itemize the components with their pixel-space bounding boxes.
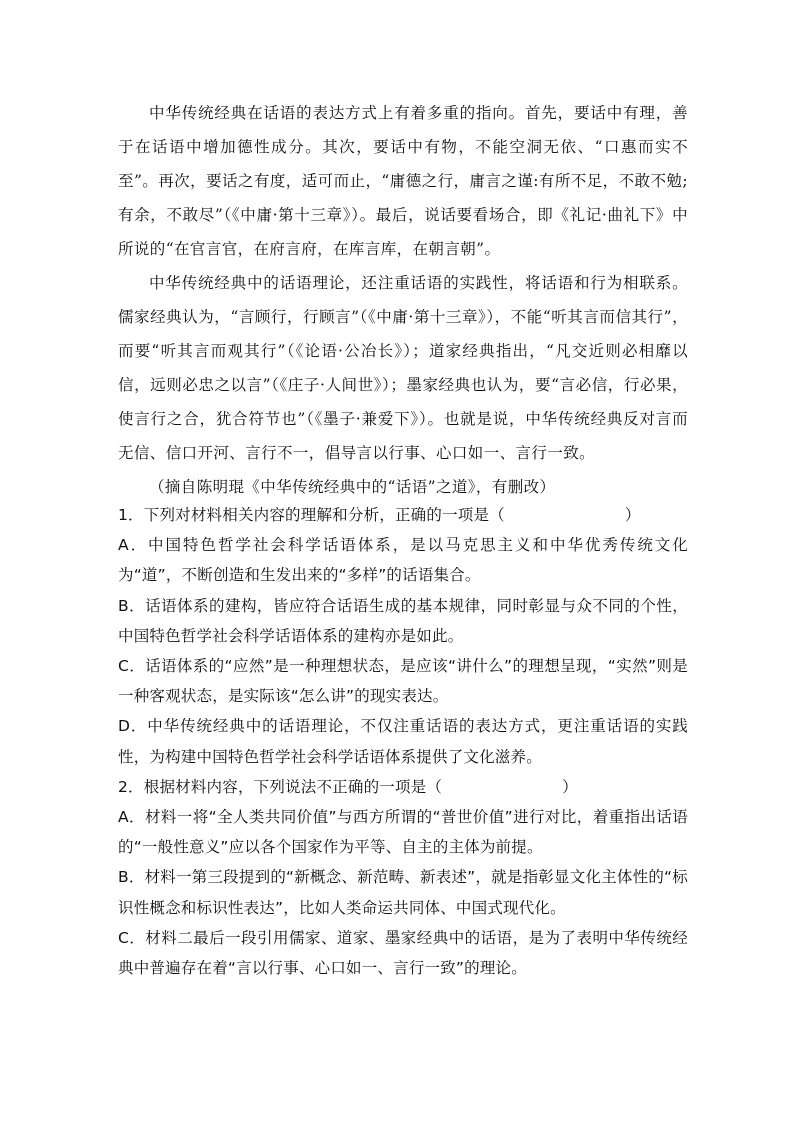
option-d: D．中华传统经典中的话语理论，不仅注重话语的表达方式，更注重话语的实践性，为构建中国特色哲学社会科学话语体系提供了文化滋养。 — [118, 717, 688, 766]
option-b: B．话语体系的建构，皆应符合话语生成的基本规律，同时彰显与众不同的个性，中国特色哲学社会科学话语体系的建构亦是如此。 — [118, 596, 688, 645]
question-stem-close: ） — [562, 777, 578, 796]
question-stem — [118, 772, 688, 802]
passage-paragraph-1: 中华传统经典在话语的表达方式上有着多重的指向。首先，要话中有理，善于在话语中增加德性成分。其次，要话中有物，不能空洞无依、“口惠而实不至”。再次，要话之有度，适可而止，“庸德之行，庸言之谨:有所不足，不敢不勉;有余，不敢尽”（《中庸·第十三章》）。最后，说话要看场合，即《礼记·曲礼下》中所说的“在官言官，在府言府，在库言库，在朝言朝”。 — [118, 104, 688, 258]
option-b: B．材料一第三段提到的“新概念、新范畴、新表述”，就是指彰显文化主体性的“标识性概念和标识性表达”，比如人类命运共同体、中国式现代化。 — [118, 868, 688, 917]
question-stem-close: ） — [624, 506, 641, 524]
passage-source: （摘自陈明琨《中华传统经典中的“话语”之道》，有删改） — [149, 478, 556, 496]
question-1 — [118, 500, 688, 772]
question-stem — [118, 500, 688, 530]
reading-passage — [118, 96, 688, 504]
question-2 — [118, 772, 688, 983]
question-stem-text: 2．根据材料内容，下列说法不正确的一项是（ — [118, 777, 443, 796]
option-a: A．中国特色哲学社会科学话语体系，是以马克思主义和中华优秀传统文化为“道”，不断创造和生发出来的“多样”的话语集合。 — [118, 536, 688, 585]
option-c: C．材料二最后一段引用儒家、道家、墨家经典中的话语，是为了表明中华传统经典中普遍存在着“言以行事、心口如一、言行一致”的理论。 — [118, 928, 688, 978]
option-a: A．材料一将“全人类共同价值”与西方所谓的“普世价值”进行对比，着重指出话语的“一般性意义”应以各个国家作为平等、自主的主体为前提。 — [118, 808, 688, 857]
passage-paragraph-2: 中华传统经典中的话语理论，还注重话语的实践性，将话语和行为相联系。儒家经典认为，“言顾行，行顾言”（《中庸·第十三章》），不能“听其言而信其行”，而要“听其言而观其行”（《论语·公冶长》）；道家经典指出，“凡交近则必相靡以信，远则必忠之以言”（《庄子·人间世》）；墨家经典也认为，要“言必信，行必果，使言行之合，犹合符节也”（《墨子·兼爱下》）。也就是说，中华传统经典反对言而无信、信口开河、言行不一，倡导言以行事、心口如一、言行一致。 — [118, 274, 688, 462]
question-stem-text: 1．下列对材料相关内容的理解和分析，正确的一项是（ — [118, 506, 505, 524]
question-list — [118, 500, 688, 983]
option-c: C．话语体系的“应然”是一种理想状态，是应该“讲什么”的理想呈现，“实然”则是一种客观状态，是实际该“怎么讲”的现实表达。 — [118, 657, 688, 706]
